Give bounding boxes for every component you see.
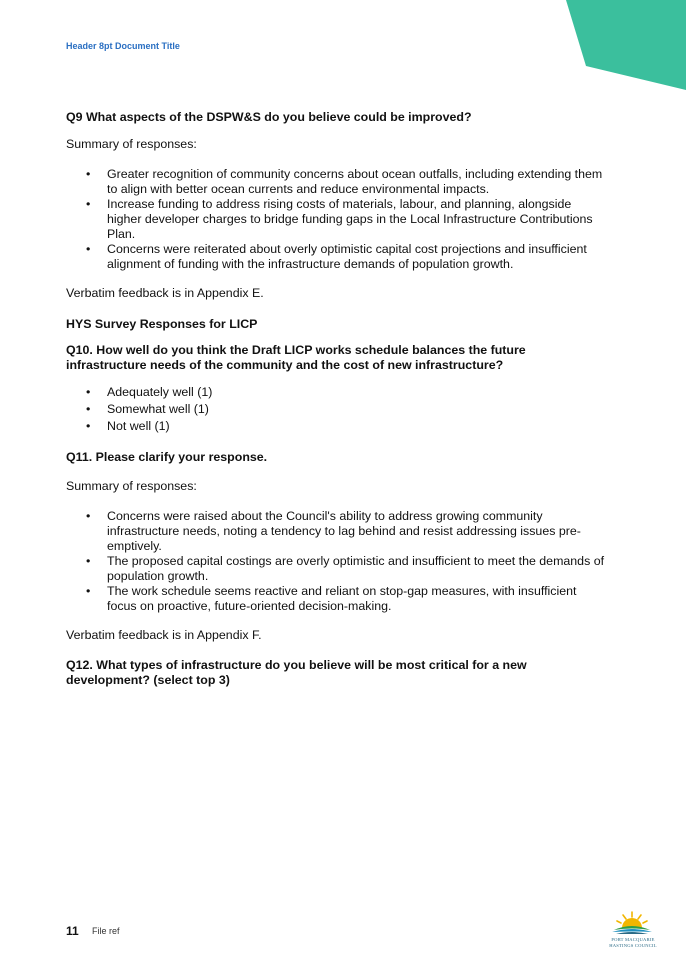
q11-bullet-3: • The work schedule seems reactive and reliant on stop-gap measures, with insufficient focus on proactive, future-oriented decision-making. [66,584,626,614]
licp-section-heading: HYS Survey Responses for LICP [66,317,258,331]
q11-bullet-1: • Concerns were raised about the Council's ability to address growing community infrastructure needs, noting a tendency to lag behind and resist addressing issues pre- emptively. [66,509,626,554]
q11-bullet-2: • The proposed capital costings are overly optimistic and insufficient to meet the demands of population growth. [66,554,626,584]
q11-verbatim-note: Verbatim feedback is in Appendix F. [66,628,262,642]
page-content [66,110,626,688]
q10-option-1: • Adequately well (1) [66,385,626,400]
file-ref: File ref [92,926,120,936]
q11-bullet-list [66,509,626,614]
q10-option-3: • Not well (1) [66,419,626,434]
q9-bullet-list [66,167,626,272]
q12-question: Q12. What types of infrastructure do you believe will be most critical for a new development? (select top 3) [66,658,527,687]
q9-bullet-1: • Greater recognition of community concerns about ocean outfalls, including extending them to align with better ocean currents and reduce environmental impacts. [66,167,626,197]
q10-option-2: • Somewhat well (1) [66,402,626,417]
q10-option-list [66,385,626,434]
page-number: 11 [66,924,79,938]
council-logo-icon [608,910,656,956]
header-accent-shape [566,0,686,92]
q10-question: Q10. How well do you think the Draft LICP works schedule balances the future infrastructure needs of the community and the cost of new infrastructure? [66,343,526,372]
q9-summary-label: Summary of responses: [66,137,197,151]
q9-verbatim-note: Verbatim feedback is in Appendix E. [66,286,264,300]
q9-bullet-2: • Increase funding to address rising costs of materials, labour, and planning, alongside higher developer charges to bridge funding gaps in the Local Infrastructure Contributions Plan. [66,197,626,242]
document-title-header: Header 8pt Document Title [66,41,180,51]
q11-question: Q11. Please clarify your response. [66,450,268,464]
council-logo-text: PORT MACQUARIE HASTINGS COUNCIL [609,937,657,948]
q9-question: Q9 What aspects of the DSPW&S do you believe could be improved? [66,110,472,124]
q11-summary-label: Summary of responses: [66,479,197,493]
q9-bullet-3: • Concerns were reiterated about overly optimistic capital cost projections and insufficient alignment of funding with the infrastructure demands of population growth. [66,242,626,272]
